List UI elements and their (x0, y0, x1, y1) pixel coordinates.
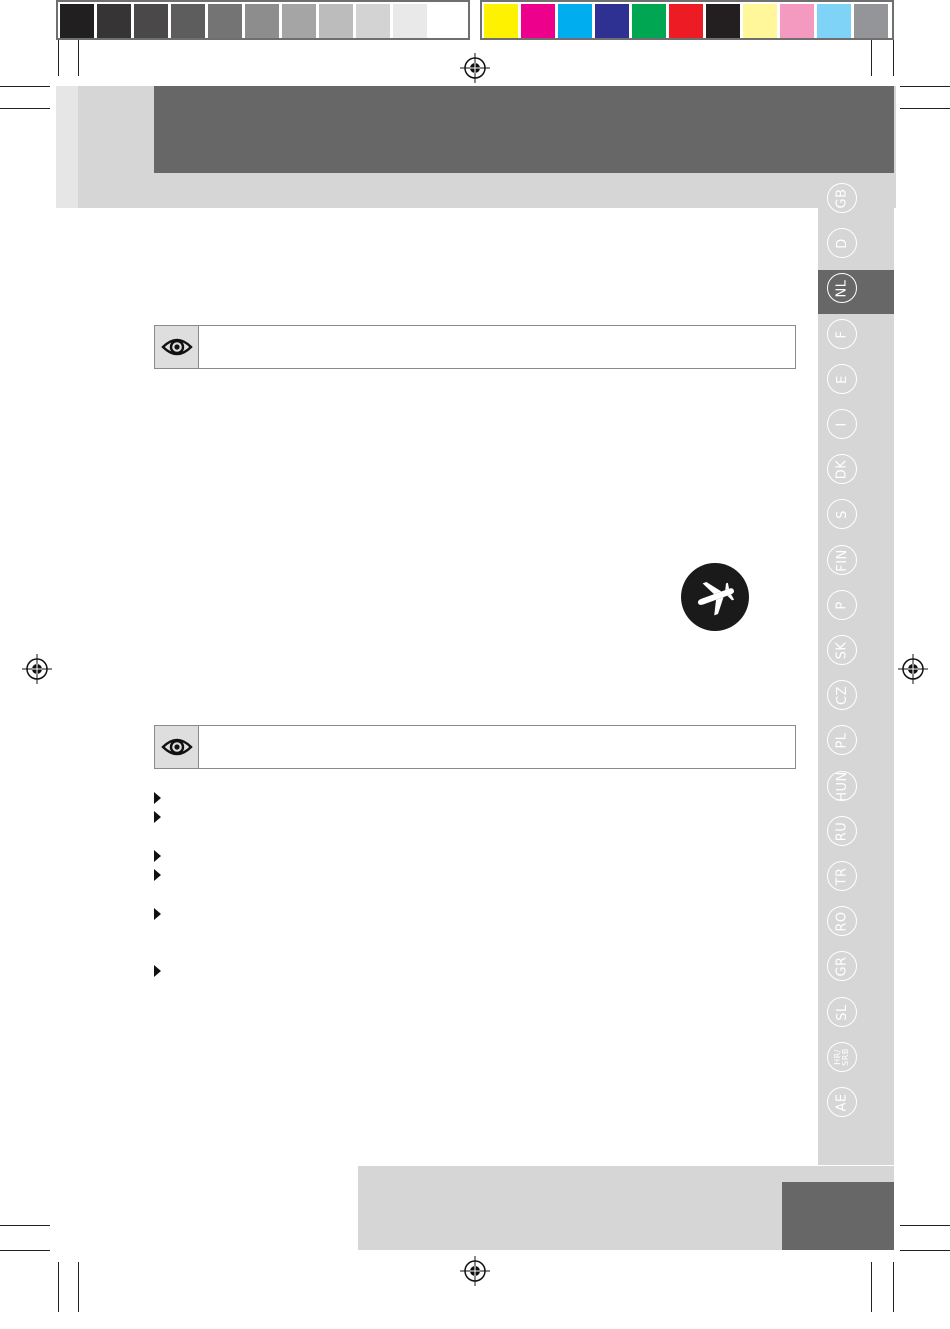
language-tab-e[interactable] (827, 364, 857, 394)
airplane-glyph (693, 575, 737, 619)
gray-swatch (393, 4, 427, 38)
crop-mark (0, 108, 50, 109)
gray-swatch (430, 4, 464, 38)
language-tab-cz[interactable] (827, 680, 857, 710)
language-tab-label: D (834, 237, 850, 249)
language-tab-label: HUN (834, 770, 850, 802)
crop-mark (893, 40, 894, 76)
crop-mark (0, 1250, 50, 1251)
language-tab-label: PL (834, 731, 850, 749)
gray-swatch (319, 4, 353, 38)
crop-mark (871, 40, 872, 76)
language-tab-s[interactable] (827, 499, 857, 529)
language-tab-p[interactable] (827, 590, 857, 620)
registration-target-icon (898, 654, 928, 684)
crop-mark (0, 1225, 50, 1226)
notice-icon-cell (155, 726, 199, 768)
language-tab-gb[interactable] (827, 183, 857, 213)
language-tab-label: CZ (834, 685, 850, 705)
language-tab-d[interactable] (827, 228, 857, 258)
language-tab-label: TR (834, 867, 850, 885)
color-swatch (743, 4, 777, 38)
language-tab-label: GB (834, 188, 850, 208)
notice-box (154, 325, 796, 369)
language-tab-label: HR/ SRB (833, 1048, 850, 1066)
crop-mark (900, 86, 950, 87)
language-tab-dk[interactable] (827, 454, 857, 484)
color-swatch (558, 4, 592, 38)
triangle-bullet-icon (154, 811, 161, 823)
language-tab-label: SL (834, 1003, 850, 1021)
color-swatch (521, 4, 555, 38)
gray-swatch (134, 4, 168, 38)
registration-target-icon (460, 1256, 490, 1286)
eye-icon (161, 336, 193, 358)
language-tab-label: NL (834, 279, 850, 297)
color-swatch (854, 4, 888, 38)
language-tab-label: S (834, 509, 850, 519)
color-swatch (632, 4, 666, 38)
language-tab-sk[interactable] (827, 635, 857, 665)
color-swatch (706, 4, 740, 38)
language-tab-gr[interactable] (827, 951, 857, 981)
language-tab-label: F (834, 330, 850, 338)
notice-icon-cell (155, 326, 199, 368)
gray-swatch (356, 4, 390, 38)
language-tab-pl[interactable] (827, 725, 857, 755)
color-swatch (817, 4, 851, 38)
grayscale-calibration-bar (56, 0, 470, 40)
gray-swatch (171, 4, 205, 38)
airplane-icon (681, 563, 749, 631)
language-tab-label: P (834, 600, 850, 610)
crop-mark (900, 108, 950, 109)
triangle-bullet-icon (154, 869, 161, 881)
notice-box (154, 725, 796, 769)
language-tab-fin[interactable] (827, 545, 857, 575)
gray-swatch (208, 4, 242, 38)
language-tab-label: RO (834, 910, 850, 932)
crop-mark (900, 1250, 950, 1251)
language-tab-f[interactable] (827, 319, 857, 349)
language-tab-ae[interactable] (827, 1087, 857, 1117)
crop-mark (0, 86, 50, 87)
language-tab-ro[interactable] (827, 906, 857, 936)
language-tab-tr[interactable] (827, 861, 857, 891)
language-tab-label: E (834, 374, 850, 384)
language-tab-sl[interactable] (827, 997, 857, 1027)
crop-mark (900, 1225, 950, 1226)
language-tab-ru[interactable] (827, 816, 857, 846)
header-edge-strip (56, 86, 78, 208)
gray-swatch (60, 4, 94, 38)
language-tab-label: FIN (834, 548, 850, 572)
crop-mark (78, 1262, 79, 1312)
color-swatch (595, 4, 629, 38)
registration-target-icon (460, 53, 490, 83)
crop-mark (78, 40, 79, 76)
triangle-bullet-icon (154, 908, 161, 920)
registration-target-icon (22, 654, 52, 684)
color-swatch (780, 4, 814, 38)
color-swatch (484, 4, 518, 38)
gray-swatch (245, 4, 279, 38)
page-number-box (782, 1182, 894, 1250)
language-tab-hun[interactable] (827, 771, 857, 801)
eye-icon (161, 736, 193, 758)
triangle-bullet-icon (154, 792, 161, 804)
color-swatch (669, 4, 703, 38)
gray-swatch (282, 4, 316, 38)
language-tab-hrsrb[interactable] (827, 1042, 857, 1072)
gray-swatch (97, 4, 131, 38)
crop-mark (893, 1262, 894, 1312)
crop-mark (58, 40, 59, 76)
crop-mark (871, 1262, 872, 1312)
language-tab-label: RU (834, 821, 850, 841)
language-tab-label: AE (834, 1092, 850, 1112)
triangle-bullet-icon (154, 965, 161, 977)
language-tab-label: GR (834, 955, 850, 977)
crop-mark (58, 1262, 59, 1312)
language-tab-i[interactable] (827, 409, 857, 439)
language-tab-label: SK (834, 641, 850, 659)
color-calibration-bar (480, 0, 894, 40)
triangle-bullet-icon (154, 850, 161, 862)
language-tab-label: DK (834, 459, 850, 479)
language-tab-nl[interactable] (827, 273, 857, 303)
header-title-bar (154, 86, 894, 173)
language-tab-label: I (834, 421, 850, 427)
